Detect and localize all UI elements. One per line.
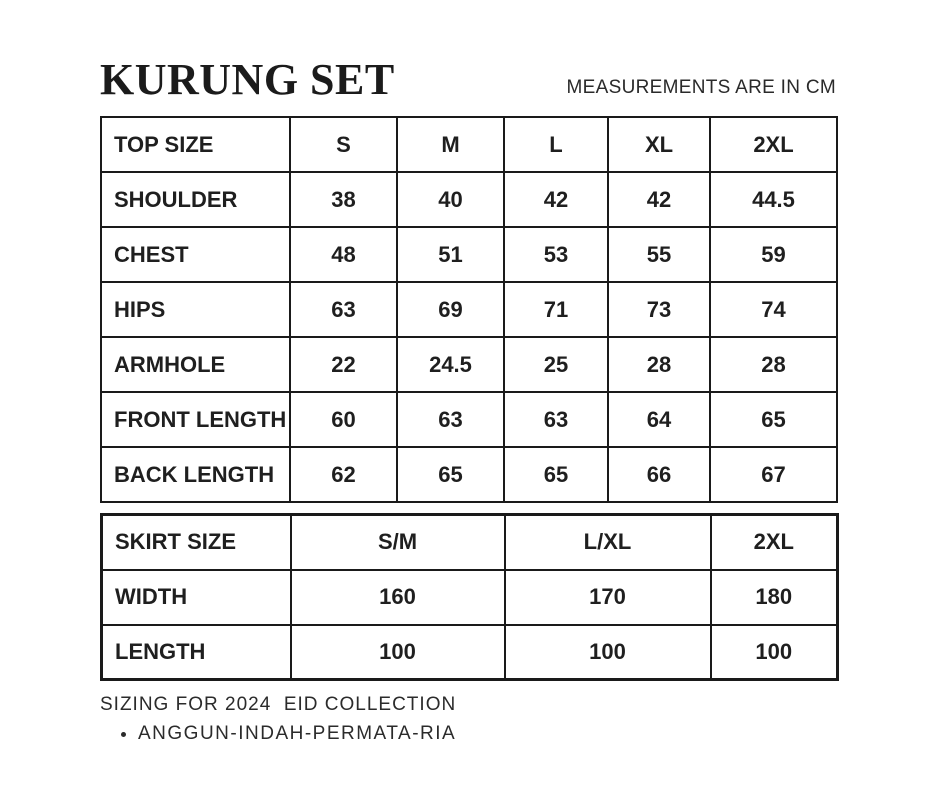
cell-value: 73 <box>608 282 710 337</box>
row-label: WIDTH <box>102 570 291 625</box>
row-label: ARMHOLE <box>101 337 290 392</box>
cell-value: 170 <box>505 570 711 625</box>
header <box>100 50 836 102</box>
cell-value: 180 <box>711 570 838 625</box>
cell-value: 28 <box>710 337 837 392</box>
cell-value: 60 <box>290 392 397 447</box>
collection-list <box>100 723 836 745</box>
row-label: BACK LENGTH <box>101 447 290 502</box>
cell-value: 65 <box>397 447 504 502</box>
cell-value: 63 <box>397 392 504 447</box>
row-label: LENGTH <box>102 625 291 680</box>
table-row-back-length <box>101 447 837 502</box>
footer-note: SIZING FOR 2024 EID COLLECTION <box>100 694 457 715</box>
cell-value: 53 <box>504 227 608 282</box>
table-row-chest <box>101 227 837 282</box>
cell-value: 55 <box>608 227 710 282</box>
table-row-front-length <box>101 392 837 447</box>
units-note: MEASUREMENTS ARE IN CM <box>566 77 836 98</box>
cell-value: 65 <box>504 447 608 502</box>
cell-value: 42 <box>504 172 608 227</box>
cell-value: 22 <box>290 337 397 392</box>
cell-value: 59 <box>710 227 837 282</box>
cell-value: 24.5 <box>397 337 504 392</box>
page-title: KURUNG SET <box>100 55 395 104</box>
table-row-hips <box>101 282 837 337</box>
top-size-table <box>100 116 838 503</box>
skirt-col-2xl: 2XL <box>711 515 838 570</box>
row-label: HIPS <box>101 282 290 337</box>
cell-value: 44.5 <box>710 172 837 227</box>
table-row-length <box>102 625 838 680</box>
size-col-s: S <box>290 117 397 172</box>
row-label: FRONT LENGTH <box>101 392 290 447</box>
skirt-size-header-row <box>102 515 838 570</box>
cell-value: 67 <box>710 447 837 502</box>
cell-value: 71 <box>504 282 608 337</box>
cell-value: 42 <box>608 172 710 227</box>
cell-value: 66 <box>608 447 710 502</box>
cell-value: 100 <box>711 625 838 680</box>
table-row-armhole <box>101 337 837 392</box>
top-size-header-row <box>101 117 837 172</box>
cell-value: 62 <box>290 447 397 502</box>
size-col-xl: XL <box>608 117 710 172</box>
chart-footer <box>100 694 836 745</box>
cell-value: 25 <box>504 337 608 392</box>
cell-value: 100 <box>291 625 505 680</box>
skirt-col-sm: S/M <box>291 515 505 570</box>
cell-value: 100 <box>505 625 711 680</box>
cell-value: 63 <box>504 392 608 447</box>
row-label: CHEST <box>101 227 290 282</box>
cell-value: 51 <box>397 227 504 282</box>
size-col-m: M <box>397 117 504 172</box>
cell-value: 63 <box>290 282 397 337</box>
skirt-size-header-label: SKIRT SIZE <box>102 515 291 570</box>
cell-value: 48 <box>290 227 397 282</box>
cell-value: 38 <box>290 172 397 227</box>
collection-names: • ANGGUN-INDAH-PERMATA-RIA <box>138 723 836 745</box>
cell-value: 74 <box>710 282 837 337</box>
size-col-l: L <box>504 117 608 172</box>
cell-value: 40 <box>397 172 504 227</box>
cell-value: 160 <box>291 570 505 625</box>
cell-value: 69 <box>397 282 504 337</box>
size-chart-sheet <box>100 50 836 745</box>
skirt-col-lxl: L/XL <box>505 515 711 570</box>
table-row-width <box>102 570 838 625</box>
cell-value: 65 <box>710 392 837 447</box>
size-col-2xl: 2XL <box>710 117 837 172</box>
row-label: SHOULDER <box>101 172 290 227</box>
top-size-header-label: TOP SIZE <box>101 117 290 172</box>
cell-value: 28 <box>608 337 710 392</box>
table-row-shoulder <box>101 172 837 227</box>
skirt-size-table <box>100 513 839 681</box>
cell-value: 64 <box>608 392 710 447</box>
